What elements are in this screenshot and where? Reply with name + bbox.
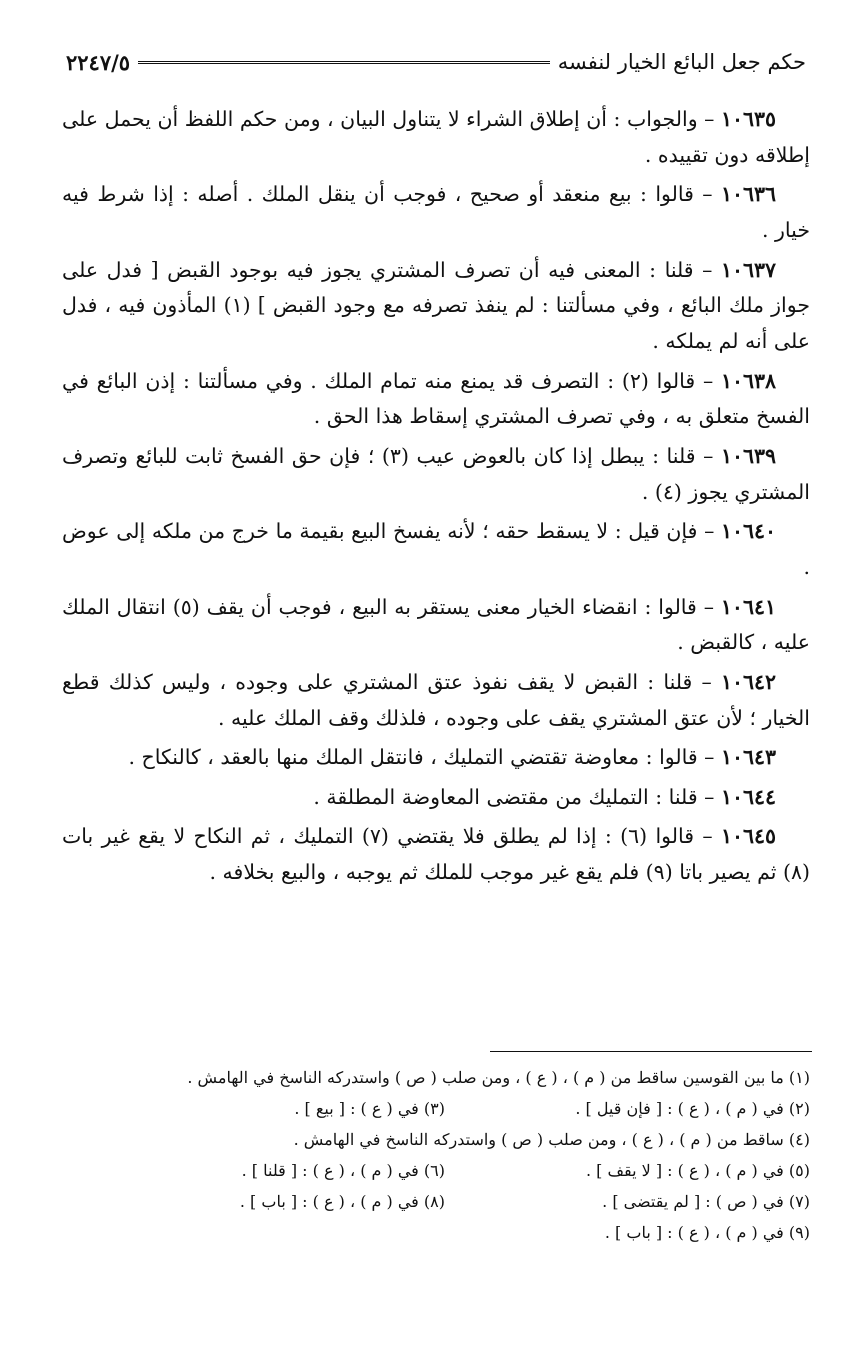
footnote-4: (٤) ساقط من ( م ) ، ( ع ) ، ومن صلب ( ص ) واستدركه الناسخ في الهامش . — [293, 1130, 810, 1149]
footnote-8: (٨) في ( م ) ، ( ع ) : [ باب ] . — [239, 1192, 445, 1211]
running-title: حكم جعل البائع الخيار لنفسه — [557, 50, 806, 74]
footnote-7: (٧) في ( ص ) : [ لم يقتضى ] . — [602, 1192, 810, 1211]
paragraph-text: – قلنا : التمليك من مقتضى المعاوضة المطلقة . — [313, 784, 721, 809]
footnote-9: (٩) في ( م ) ، ( ع ) : [ باب ] . — [604, 1223, 810, 1242]
paragraph-number: ١٠٦٤٢ — [720, 669, 776, 694]
paragraph-10643 — [62, 740, 810, 776]
page-number: ٢٢٤٧/٥ — [66, 49, 131, 75]
paragraph-number: ١٠٦٣٦ — [720, 182, 776, 207]
paragraph-10641 — [62, 590, 810, 661]
paragraph-text: – قالوا (٦) : إذا لم يطلق فلا يقتضي (٧) التمليك ، ثم النكاح لا يقع غير بات (٨) ثم يصير باتا (٩) فلم يقع غير موجب للملك ثم يوجبه ، والبيع بخلافه . — [62, 824, 810, 885]
paragraph-10635 — [62, 102, 810, 173]
footnote-5: (٥) في ( م ) ، ( ع ) : [ لا يقف ] . — [585, 1161, 810, 1180]
paragraph-number: ١٠٦٤٠ — [720, 519, 776, 544]
paragraph-10645 — [62, 819, 810, 890]
paragraph-number: ١٠٦٤١ — [720, 594, 776, 619]
paragraph-10637 — [62, 253, 810, 360]
paragraph-number: ١٠٦٤٣ — [720, 745, 776, 770]
paragraph-text: – قالوا : بيع منعقد أو صحيح ، فوجب أن ينقل الملك . أصله : إذا شرط فيه خيار . — [62, 182, 810, 242]
paragraph-text: – قلنا : المعنى فيه أن تصرف المشتري يجوز فيه بوجود القبض [ فدل على جواز ملك البائع ، وفي مسألتنا : لم ينفذ تصرفه مع وجود القبض ] (١) المأذون فيه ، فدل على أنه لم يملكه . — [62, 257, 810, 353]
footnotes — [80, 1062, 810, 1248]
paragraph-text: – قالوا : معاوضة تقتضي التمليك ، فانتقل الملك منها بالعقد ، كالنكاح . — [128, 745, 721, 770]
footnote-row — [80, 1124, 810, 1155]
footnote-row — [80, 1062, 810, 1093]
paragraph-number: ١٠٦٤٥ — [720, 824, 776, 849]
paragraph-number: ١٠٦٣٩ — [720, 443, 776, 468]
footnote-row — [80, 1155, 810, 1186]
paragraph-10640 — [62, 514, 810, 585]
page-header — [66, 44, 806, 80]
paragraph-number: ١٠٦٤٤ — [720, 784, 776, 809]
paragraph-text: – والجواب : أن إطلاق الشراء لا يتناول البيان ، ومن حكم اللفظ أن يحمل على إطلاقه دون تقييده . — [62, 107, 810, 167]
footnote-row — [80, 1093, 810, 1124]
paragraph-text: – فإن قيل : لا يسقط حقه ؛ لأنه يفسخ البيع بقيمة ما خرج من ملكه إلى عوض . — [62, 519, 810, 579]
header-double-rule — [138, 61, 550, 64]
paragraph-text: – قلنا : القبض لا يقف نفوذ عتق المشتري على وجوده ، وليس كذلك قطع الخيار ؛ لأن عتق المشتري يقف على وجوده ، فلذلك وقف الملك عليه . — [62, 669, 810, 730]
paragraph-text: – قالوا : انقضاء الخيار معنى يستقر به البيع ، فوجب أن يقف (٥) انتقال الملك عليه ، كالقبض . — [62, 594, 810, 655]
paragraph-text: – قالوا (٢) : التصرف قد يمنع منه تمام الملك . وفي مسألتنا : إذن البائع في الفسخ متعلق به ، وفي تصرف المشتري إسقاط هذا الحق . — [62, 368, 810, 429]
footnote-row — [80, 1217, 810, 1248]
footnote-1: (١) ما بين القوسين ساقط من ( م ) ، ( ع ) ، ومن صلب ( ص ) واستدركه الناسخ في الهامش . — [187, 1068, 810, 1087]
footnote-2: (٢) في ( م ) ، ( ع ) : [ فإن قيل ] . — [575, 1099, 810, 1118]
paragraph-10639 — [62, 439, 810, 510]
paragraph-number: ١٠٦٣٧ — [720, 257, 776, 282]
paragraph-10638 — [62, 364, 810, 435]
paragraph-text: – قلنا : يبطل إذا كان بالعوض عيب (٣) ؛ فإن حق الفسخ ثابت للبائع وتصرف المشتري يجوز (٤) . — [62, 443, 810, 504]
footnote-row — [80, 1186, 810, 1217]
footnote-3: (٣) في ( ع ) : [ بيع ] . — [294, 1099, 445, 1118]
main-text — [62, 102, 810, 895]
paragraph-10642 — [62, 665, 810, 736]
footnote-separator — [490, 1051, 812, 1052]
paragraph-number: ١٠٦٣٥ — [720, 107, 776, 131]
paragraph-10644 — [62, 780, 810, 816]
footnote-6: (٦) في ( م ) ، ( ع ) : [ قلنا ] . — [241, 1161, 445, 1180]
paragraph-10636 — [62, 177, 810, 248]
paragraph-number: ١٠٦٣٨ — [720, 368, 776, 393]
